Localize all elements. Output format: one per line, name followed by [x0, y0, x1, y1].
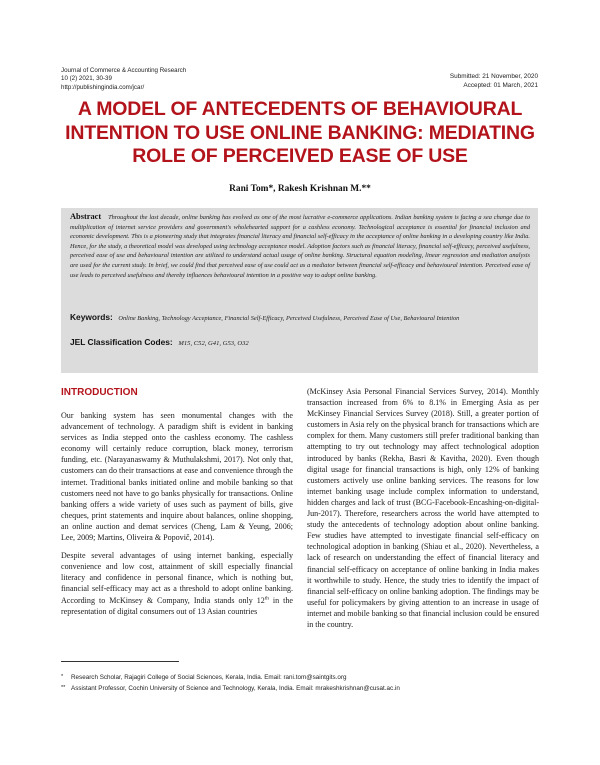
- title-line-1: A MODEL OF ANTECEDENTS OF BEHAVIOURAL: [77, 98, 523, 120]
- footnote: [61, 672, 541, 683]
- footnote-text: Research Scholar, Rajagiri College of Social Sciences, Kerala, India. Email: rani.tom@saintgits.org: [71, 674, 347, 681]
- journal-header: [61, 67, 186, 92]
- jel-codes: [70, 337, 530, 349]
- jel-list: M15, C52, G41, G53, O32: [178, 340, 249, 347]
- abstract-body: Throughout the last decade, online banking has evolved as one of the most lucrative e-commerce applications. Indian banking system is facing a sea change due to multiplication of internet service providers and government's wholehearted support for a cashless economy. Technological acceptance is essential for financial inclusion and economic development. This is a pioneering study that integrates financial literacy and financial self-efficacy in the acceptance of online banking in a developing country like India. Hence, for the study, a theoretical model was developed using technology acceptance model. Adoption factors such as financial literacy, financial self-efficacy, perceived usefulness, perceived ease of use and behavioural intention are utilized to understand actual usage of online banking. Structural equation modeling, linear regression and mediation analysis are used for the current study. In brief, we could find that perceived ease of use could act as a mediator between financial self-efficacy and behavioural intention. Perceived ease of use leads to perceived usefulness and thereby influences behavioural intention in a positive way to adopt online banking.: [70, 214, 530, 279]
- ordinal-suffix: th: [264, 594, 269, 601]
- accepted-date: Accepted: 01 March, 2021: [463, 81, 538, 89]
- keywords: [70, 313, 530, 324]
- paragraph-text: Despite several advantages of using internet banking, especially convenience and low cost, attainment of skill especially financial literacy and confidence in personal finance, which is nothing but, financial self-efficacy may act as a threshold to adopt online banking. According to McKinsey & Company, India stands only 12: [61, 551, 293, 605]
- author-list: Rani Tom*, Rakesh Krishnan M.**: [229, 184, 371, 194]
- submission-dates: [450, 73, 538, 90]
- keywords-heading: Keywords:: [70, 312, 113, 322]
- journal-volume: 10 (2) 2021, 30-39: [61, 75, 112, 83]
- footnote-mark: **: [61, 685, 66, 691]
- journal-name: Journal of Commerce & Accounting Research: [61, 67, 187, 74]
- jel-heading: JEL Classification Codes:: [70, 337, 173, 347]
- paragraph: (McKinsey Asia Personal Financial Services Survey, 2014). Monthly transaction increased from 6% to 8.1% in Emerging Asia as per McKinsey Financial Services Survey (2018). Still, a greater portion of customers in Asia rely on the physical branch for transactions which are complex for them. Many customers still prefer traditional banking than attempting to try out technology may affect technological adoption introduced by banks (Rekha, Basri & Kavitha, 2020). Even though digital usage for financial transactions is high, only 12% of banking customers actively use online banking services. The reasons for low internet banking usage include complex information to understand, hidden charges and lack of trust (BCG-Facebook-Encashing-on-digital-Jun-2017). Therefore, researchers across the world have attempted to study the antecedents of technology adoption about online banking. Few studies have attempted to investigate financial self-efficacy on technological adoption in banking (Shiau et al., 2020). Nevertheless, a lack of research on understanding the effect of financial literacy and financial self-efficacy on acceptance of online banking in India makes it worthwhile to study. Hence, the study tries to identify the impact of financial self-efficacy on online banking adoption. The findings may be useful for policymakers by giving attention to an increase in usage of internet and mobile banking so that financial inclusion could be ensured in the country.: [307, 387, 539, 629]
- submitted-date: Submitted: 21 November, 2020: [449, 73, 538, 80]
- paper-title: [40, 98, 560, 169]
- footnote-mark: *: [61, 674, 64, 680]
- footnotes: [61, 672, 541, 694]
- body-column-left: [61, 410, 293, 617]
- paragraph-text: in the representation of digital consumers out of 13 Asian countries: [61, 595, 293, 616]
- abstract: [70, 212, 530, 280]
- abstract-heading: Abstract: [70, 212, 102, 221]
- footnote-text: Assistant Professor, Cochin University of Science and Technology, Kerala, India. Email: mrakeshkrishnan@cusat.ac.in: [71, 685, 400, 692]
- paragraph: Our banking system has seen monumental changes with the advancement of technology. A paradigm shift is evident in banking services as India stepped onto the cashless economy. The cashless economy will certainly reduce corruption, black money, terrorism funding, etc. (Narayanaswamy & Muthulakshmi, 2017). Not only that, customers can do their transactions at ease and convenience through the internet. Traditional banks initiated online and mobile banking so that customers need not have to go banks physically for transactions. Online banking offers a wide variety of uses such as payment of bills, give cheques, print statements and inquire about balances, online shopping, an online auction and demat services (Cheng, Lam & Yeung, 2006; Lee, 2009; Martins, Oliveira & Popovič, 2014).: [61, 411, 293, 543]
- paragraph: [61, 550, 293, 617]
- keywords-list: Online Banking, Technology Acceptance, Financial Self-Efficacy, Perceived Usefulness, Perceived Ease of Use, Behavioural Intention: [118, 315, 460, 322]
- journal-url[interactable]: http://publishingindia.com/jcar/: [61, 83, 145, 91]
- footnote-divider: [61, 661, 179, 662]
- title-line-3: ROLE OF PERCEIVED EASE OF USE: [132, 145, 468, 168]
- body-column-right: [307, 386, 539, 630]
- title-line-2: INTENTION TO USE ONLINE BANKING: MEDIATING: [65, 121, 535, 144]
- footnote: [61, 683, 541, 694]
- section-heading: INTRODUCTION: [61, 387, 138, 398]
